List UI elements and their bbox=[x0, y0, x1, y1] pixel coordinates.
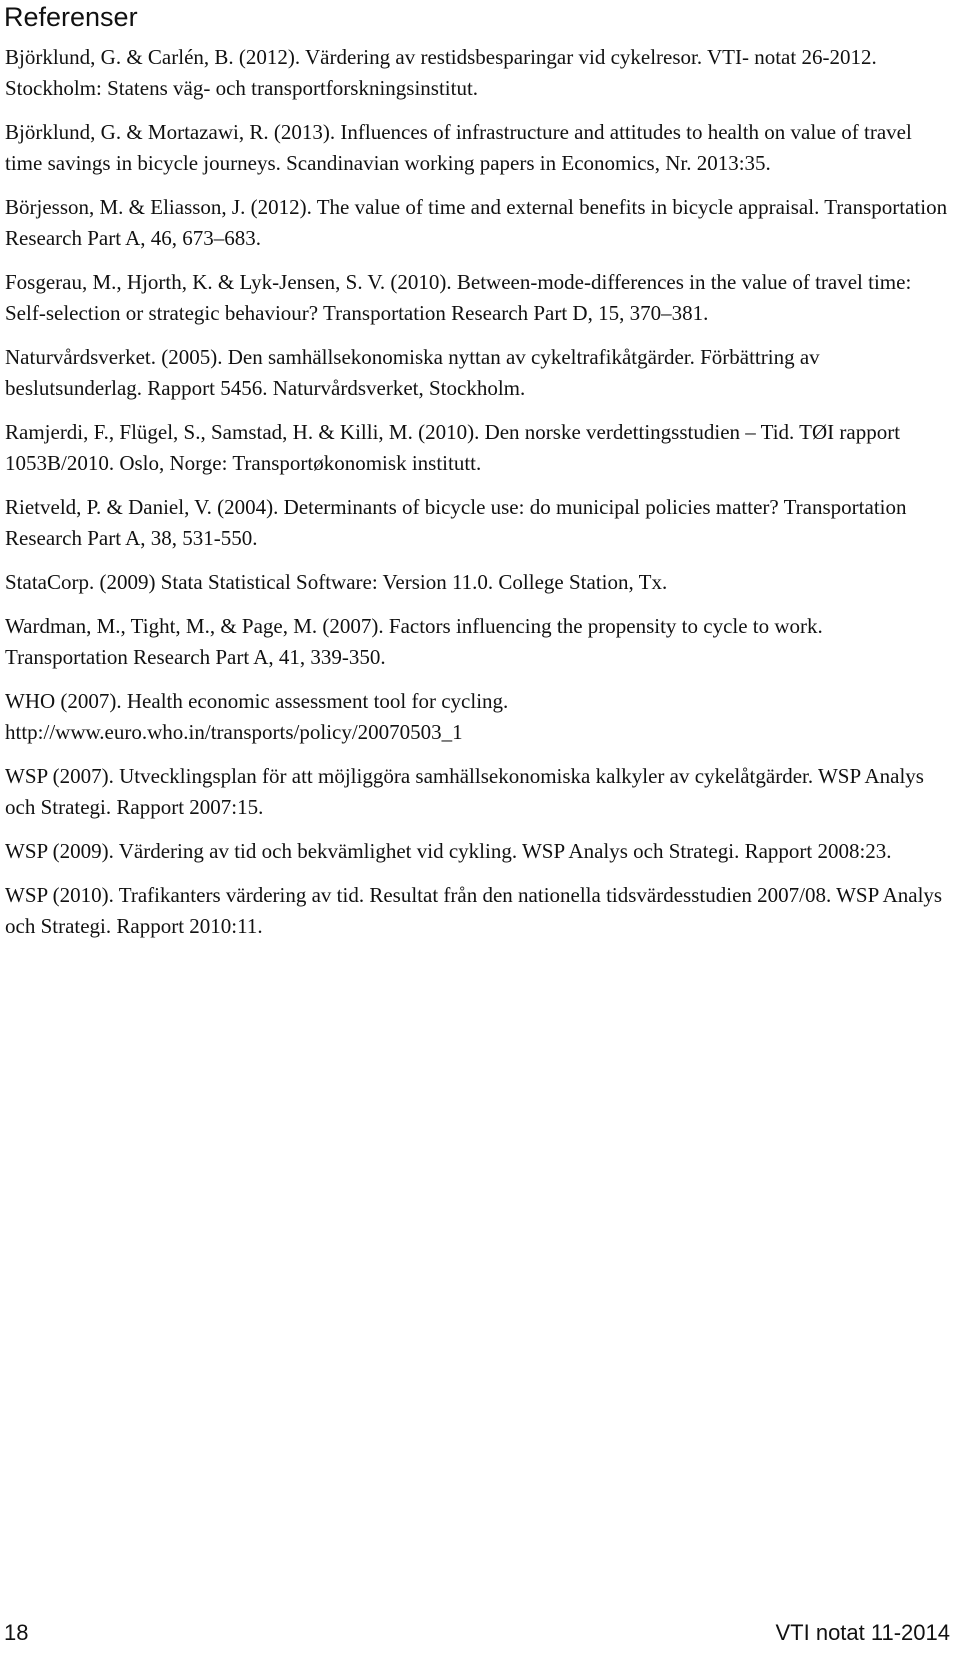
reference-item: Ramjerdi, F., Flügel, S., Samstad, H. & Killi, M. (2010). Den norske verdettingsstudien – Tid. TØI rapport 1053B/2010. Oslo, Norge: Transportøkonomisk institutt. bbox=[5, 420, 901, 475]
reference-item: Wardman, M., Tight, M., & Page, M. (2007). Factors influencing the propensity to cycle to work. Transportation Research Part A, 41, 339-350. bbox=[5, 614, 823, 669]
page-number: 18 bbox=[4, 1620, 29, 1645]
reference-item: WHO (2007). Health economic assessment tool for cycling. http://www.euro.who.in/transports/policy/20070503_1 bbox=[5, 689, 509, 744]
reference-item: Björklund, G. & Mortazawi, R. (2013). Influences of infrastructure and attitudes to health on value of travel time savings in bicycle journeys. Scandinavian working papers in Economics, Nr. 2013:35. bbox=[5, 120, 912, 175]
reference-item: WSP (2010). Trafikanters värdering av tid. Resultat från den nationella tidsvärdesstudien 2007/08. WSP Analys och Strategi. Rapport 2010:11. bbox=[5, 883, 943, 938]
reference-item: Fosgerau, M., Hjorth, K. & Lyk-Jensen, S. V. (2010). Between-mode-differences in the value of travel time: Self-selection or strategic behaviour? Transportation Research Part D, 15, 370–381. bbox=[5, 270, 912, 325]
reference-item: WSP (2009). Värdering av tid och bekvämlighet vid cykling. WSP Analys och Strategi. Rapport 2008:23. bbox=[5, 839, 892, 863]
reference-item: StataCorp. (2009) Stata Statistical Software: Version 11.0. College Station, Tx. bbox=[5, 570, 668, 594]
page-heading: Referenser bbox=[4, 2, 138, 32]
reference-item: Björklund, G. & Carlén, B. (2012). Värdering av restidsbesparingar vid cykelresor. VTI- notat 26-2012. Stockholm: Statens väg- och transportforskningsinstitut. bbox=[5, 45, 877, 100]
reference-item: WSP (2007). Utvecklingsplan för att möjliggöra samhällsekonomiska kalkyler av cykelåtgärder. WSP Analys och Strategi. Rapport 2007:15. bbox=[5, 764, 924, 819]
reference-item: Naturvårdsverket. (2005). Den samhällsekonomiska nyttan av cykeltrafikåtgärder. Förbättring av beslutsunderlag. Rapport 5456. Naturvårdsverket, Stockholm. bbox=[5, 345, 820, 400]
reference-item: Börjesson, M. & Eliasson, J. (2012). The value of time and external benefits in bicycle appraisal. Transportation Research Part A, 46, 673–683. bbox=[5, 195, 948, 250]
report-id: VTI notat 11-2014 bbox=[775, 1620, 950, 1645]
reference-list bbox=[5, 42, 950, 955]
reference-item: Rietveld, P. & Daniel, V. (2004). Determinants of bicycle use: do municipal policies matter? Transportation Research Part A, 38, 531-550. bbox=[5, 495, 907, 550]
